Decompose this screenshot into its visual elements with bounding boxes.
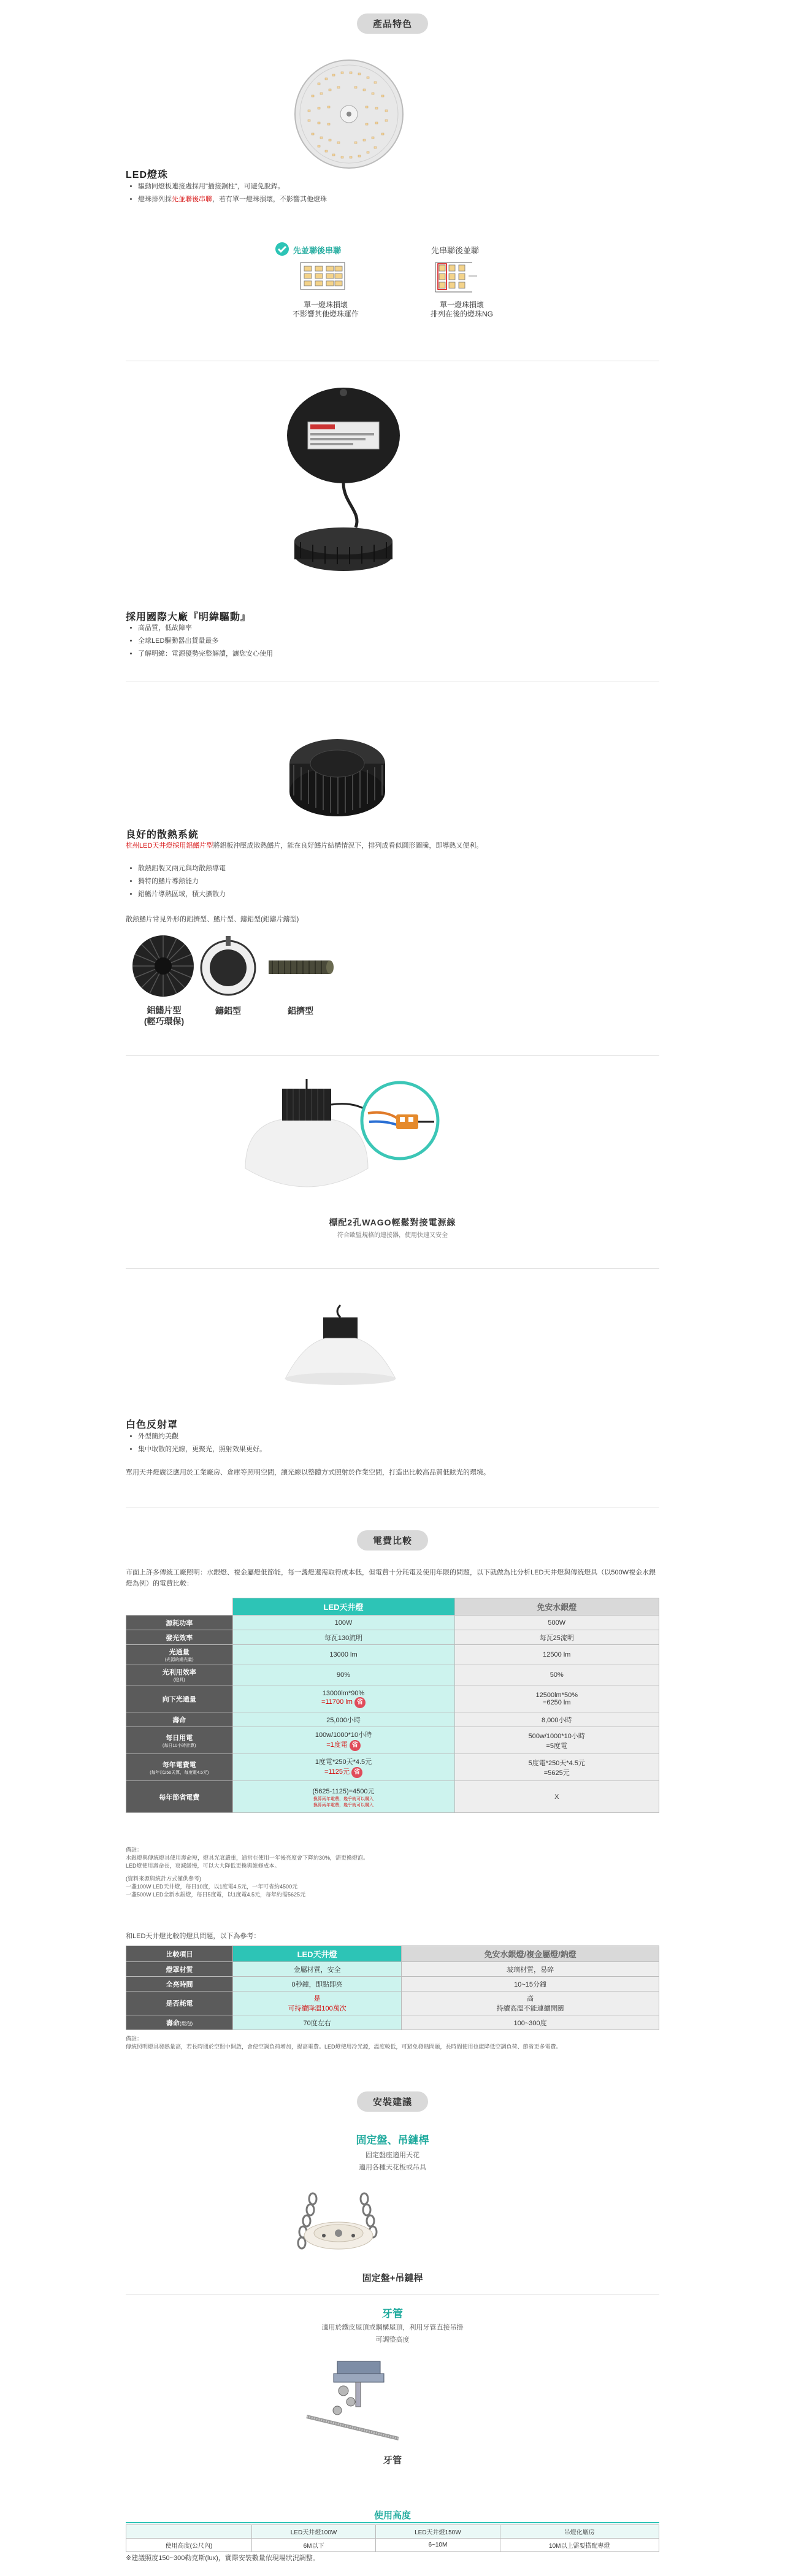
compare-cell-led: 0秒鐘，即點即亮	[233, 1977, 402, 1991]
cast-type-label: 鑄鋁型	[215, 1006, 241, 1016]
compare-cell-led: 是 可持續降溫100萬次	[233, 1991, 402, 2015]
parallel-series-diagram	[298, 258, 347, 294]
wiring-diagram	[275, 240, 508, 339]
mount1-title: 固定盤、吊鏈桿	[356, 2134, 429, 2146]
ceiling-plate-chain-image	[288, 2187, 386, 2266]
threaded-pipe-image	[301, 2355, 405, 2447]
heatsink-intro: 杭州LED天井燈採用鋁鰭片型將鋁板沖壓成散熱鰭片，能在良好鰭片結構情況下，排列成看似圓形圖騰，即導熱又便利。	[126, 842, 483, 849]
cost-cell-led: 25,000小時	[232, 1712, 454, 1727]
height-cell: 6~10M	[376, 2539, 500, 2552]
compare-cell-old: 100~300度	[402, 2015, 659, 2030]
wago-connector-image	[239, 1076, 448, 1211]
compare-cell-old: 10~15分鐘	[402, 1977, 659, 1991]
extruded-aluminum-image	[264, 951, 337, 981]
compare-cell-led: 70度左右	[233, 2015, 402, 2030]
compare-row-label: 是否耗電	[126, 1991, 233, 2015]
height-title-rule	[126, 2522, 659, 2523]
mount2-sub2: 可調整高度	[375, 2336, 410, 2344]
section-pill-features: 產品特色	[357, 13, 428, 34]
compare-row-label: 全亮時間	[126, 1977, 233, 1991]
led-bullets	[126, 180, 327, 206]
diag-left-title: 先並聯後串聯	[293, 246, 342, 255]
compare-table	[126, 1945, 659, 2030]
save-badge: 省	[350, 1740, 361, 1751]
led-bullet-2: • 燈珠排列採先並聯後串聯，若有單一燈珠損壞，不影響其他燈珠	[138, 193, 327, 206]
mount2-label: 牙管	[383, 2455, 402, 2466]
compare-cell-led: 金屬材質，安全	[233, 1962, 402, 1977]
heatsink-bullet: • 獨特的鰭片導熱能力	[138, 875, 226, 888]
cost-cell-led: 每瓦130流明	[232, 1630, 454, 1645]
heatsink-title: 良好的散熱系統	[126, 830, 199, 840]
cost-cell-led: 100W	[232, 1616, 454, 1630]
compare-row-label: 壽命(燈泡)	[126, 2015, 233, 2030]
diag-right-title: 先串聯後並聯	[431, 246, 480, 255]
cost-row-label: 光通量 (光源的總光量)	[126, 1645, 233, 1665]
extruded-type-label: 鋁擠型	[288, 1006, 313, 1016]
mount1-sub1: 固定盤座適用天花	[366, 2152, 419, 2159]
driver-bullet: • 全球LED驅動器出貨量最多	[138, 635, 273, 648]
height-note: ※建議照度150~300勒克斯(lux)，實際安裝數量依現場狀況調整。	[126, 2555, 320, 2562]
compare-head-old: 免安水銀燈/複金屬燈/鈉燈	[402, 1946, 659, 1962]
cost-row-label: 壽命	[126, 1712, 233, 1727]
height-cell: 使用高度(公尺內)	[126, 2539, 252, 2552]
cost-head-led: LED天井燈	[232, 1598, 454, 1616]
mount1-label: 固定盤+吊鏈桿	[362, 2273, 423, 2283]
cost-cell-old: 50%	[454, 1665, 659, 1685]
reflector-title: 白色反射罩	[126, 1420, 178, 1430]
heatsink-compare-line: 散熱鰭片常見外形的鋁擠型、鰭片型、鑄鋁型(鋁鑄片鑄型)	[126, 916, 299, 923]
cost-cell-led: 13000lm*90% =11700 lm 省	[232, 1685, 454, 1712]
cost-row-label: 光利用效率 (燈具)	[126, 1665, 233, 1685]
mount2-title: 牙管	[382, 2308, 403, 2320]
cost-cell-old: 12500lm*50% =6250 lm	[454, 1685, 659, 1712]
fin-type-label: 鋁鰭片型 (輕巧環保)	[144, 1005, 185, 1026]
compare-row-label: 燈罩材質	[126, 1962, 233, 1977]
wago-title: 標配2孔WAGO輕鬆對接電源線	[329, 1217, 456, 1227]
led-bullet-1: • 驅動同燈板連接處採用"插接銅柱"，可避免脫銲。	[138, 180, 327, 193]
heatsink-bullets	[126, 862, 226, 901]
cost-table-corner	[126, 1598, 233, 1616]
driver-bullets	[126, 622, 273, 661]
heatsink-bullet: • 散熱鋁製又兩元與均散熱導電	[138, 862, 226, 875]
cost-row-label: 每年節省電費	[126, 1781, 233, 1813]
driver-bullet: • 了解明緯：電源優勢完整解讀，讓您安心使用	[138, 648, 273, 661]
reflector-image	[279, 1300, 402, 1392]
cost-cell-led: 90%	[232, 1665, 454, 1685]
cost-cell-old: 500W	[454, 1616, 659, 1630]
cast-aluminum-image	[197, 935, 259, 999]
check-icon	[275, 242, 289, 256]
save-badge: 省	[351, 1767, 362, 1778]
reflector-bullets	[126, 1430, 266, 1456]
diag-right-caption: 單一燈珠損壞 排列在後的燈珠NG	[430, 301, 493, 318]
cost-cell-led: 1度電*250天*4.5元 =1125元 省	[232, 1754, 454, 1781]
cost-notes: 備註： 水銀燈與傳統燈具使用壽命短，燈具光衰嚴重，通常在使用一年後亮度會下降約30%，需更換燈泡。 LED燈使用壽命長，衰減緩慢，可以大大降低更換與維修成本。 (資料來源與統計方式僅供參考) 一盞100W LED天井燈，每日10度，以1度電4.5元，一年可省約4500元 一盞500W LED全新水銀燈，每日5度電，以1度電4.5元，每年約需5625元	[126, 1847, 369, 1898]
divider	[126, 1268, 659, 1269]
cost-row-label: 向下光通量	[126, 1685, 233, 1712]
heatsink-bullet: • 鋁鰭片導熱區域，積大擴散力	[138, 888, 226, 901]
cost-row-label: 每年電費電 (每年以250天算，每度電4.5元)	[126, 1754, 233, 1781]
cost-row-label: 發光效率	[126, 1630, 233, 1645]
cost-cell-led: (5625-1125)=4500元 換算兩年電費，幾乎就可以購入 換算兩年電費，幾乎就可以購入	[232, 1781, 454, 1813]
driver-title: 採用國際大廠『明緯驅動』	[126, 612, 251, 623]
height-head: LED天井燈100W	[251, 2525, 375, 2539]
height-table	[126, 2524, 659, 2552]
cost-cell-old: X	[454, 1781, 659, 1813]
cost-cell-led: 100w/1000*10小時 =1度電 省	[232, 1727, 454, 1754]
cost-table	[126, 1598, 659, 1813]
driver-image	[270, 380, 417, 595]
compare2-intro: 和LED天井燈比較的燈具問題，以下為參考：	[126, 1933, 261, 1940]
height-head: 吊燈化廠房	[500, 2525, 659, 2539]
heatsink-image	[285, 727, 389, 819]
reflector-bullet: • 集中取散的光線，更聚光，照射效果更好。	[138, 1443, 266, 1456]
height-head: LED天井燈150W	[376, 2525, 500, 2539]
reflector-bullet: • 外型簡約美觀	[138, 1430, 266, 1443]
compare-head-led: LED天井燈	[233, 1946, 402, 1962]
height-cell: 10M以上需要搭配專燈	[500, 2539, 659, 2552]
cost-row-label: 源耗功率	[126, 1616, 233, 1630]
led-board-image	[293, 58, 405, 170]
height-head	[126, 2525, 252, 2539]
driver-bullet: • 高品質，低故障率	[138, 622, 273, 635]
cost-intro: 市面上許多傳統工廠照明：水銀燈、複金屬燈低節能，每一盞燈還需取得成本低，但電費十分耗電及使用年限的問題，以下就做為比分析LED天井燈與傳統燈具（以500W複金水銀燈為例）的電費比較：	[126, 1569, 656, 1587]
compare-note: 備註： 傳統照明燈具發熱量高，若長時間於空間中開啟，會使空調負荷增加，提高電費。LED燈使用冷光源，溫度較低，可避免發熱問題，長時間使用也能降低空調負荷、節省更多電費。	[126, 2036, 562, 2050]
reflector-note: 單用天井燈廣泛應用於工業廠房、倉庫等照明空間，讓光線以整體方式照射於作業空間，打造出比較高品質低眩光的環境。	[126, 1469, 490, 1476]
series-parallel-diagram	[433, 258, 494, 296]
compare-cell-old: 高 持續高溫不能連續開關	[402, 1991, 659, 2015]
compare-cell-old: 玻璃材質，易碎	[402, 1962, 659, 1977]
led-title: LED燈珠	[126, 170, 169, 180]
cost-cell-old: 8,000小時	[454, 1712, 659, 1727]
cost-cell-old: 每瓦25流明	[454, 1630, 659, 1645]
cost-cell-old: 500w/1000*10小時 =5度電	[454, 1727, 659, 1754]
cost-head-old: 免安水銀燈	[454, 1598, 659, 1616]
section-pill-install: 安裝建議	[357, 2091, 428, 2112]
height-title: 使用高度	[373, 2510, 411, 2521]
fin-type-image	[128, 932, 199, 1000]
save-badge: 省	[354, 1697, 366, 1708]
cost-cell-led: 13000 lm	[232, 1645, 454, 1665]
section-pill-cost: 電費比較	[357, 1530, 428, 1551]
cost-row-label: 每日用電 (每日10小時計算)	[126, 1727, 233, 1754]
diag-left-caption: 單一燈珠損壞 不影響其他燈珠運作	[292, 301, 359, 318]
divider	[126, 1055, 659, 1056]
cost-cell-old: 5度電*250天*4.5元 =5625元	[454, 1754, 659, 1781]
height-cell: 6M以下	[251, 2539, 375, 2552]
cost-cell-old: 12500 lm	[454, 1645, 659, 1665]
mount1-sub2: 適用各種天花板或吊具	[359, 2164, 426, 2171]
compare-head: 比較項目	[126, 1946, 233, 1962]
wago-sub: 符合歐盟規格的連接器，使用快速又安全	[337, 1232, 448, 1239]
mount2-sub1: 適用於鐵皮屋頂或鋼構屋頂，利用牙管直接吊掛	[321, 2324, 464, 2331]
